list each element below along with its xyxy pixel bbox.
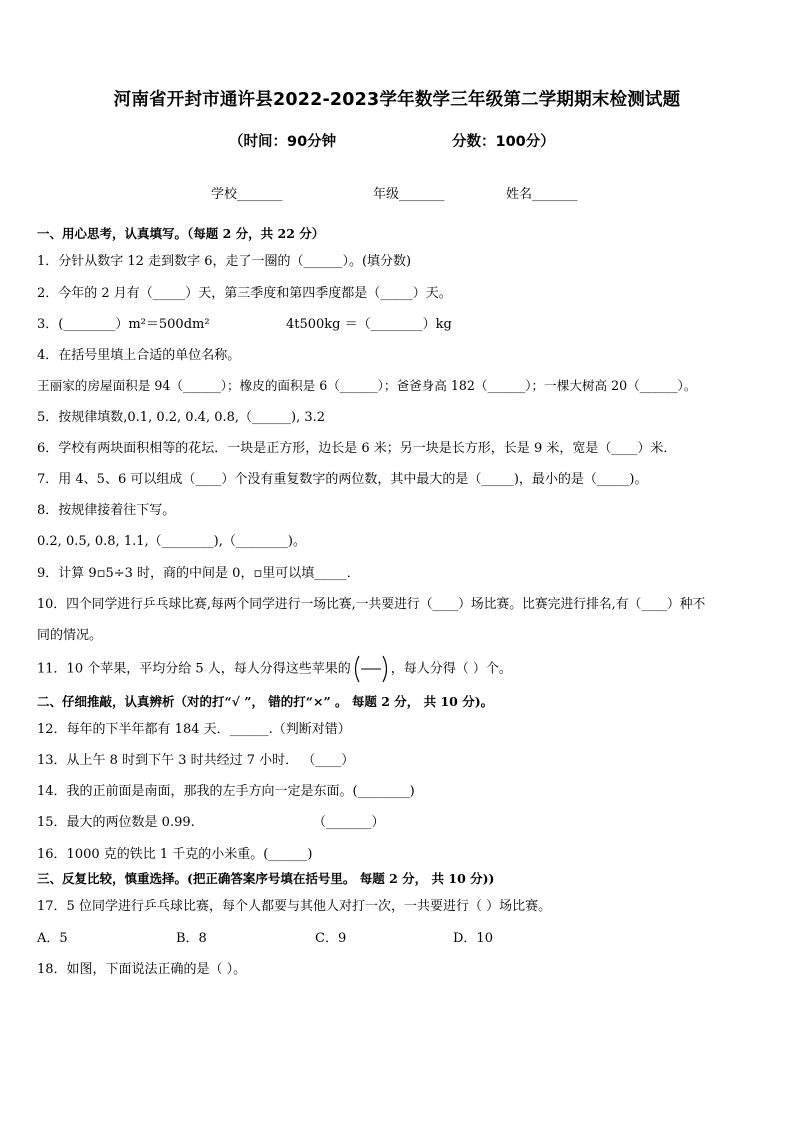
fraction-blank[interactable] [351, 654, 391, 684]
question-5: 5．按规律填数,0.1, 0.2, 0.4, 0.8,（______), 3.2 [37, 410, 326, 425]
question-18: 18．如图，下面说法正确的是（ ）。 [37, 962, 247, 977]
question-11 [37, 654, 512, 684]
question-15-blank[interactable]: （_______） [313, 815, 385, 830]
option-a[interactable]: A．5 [37, 931, 68, 946]
question-12: 12．每年的下半年都有 184 天．______.（判断对错） [37, 722, 351, 737]
question-1: 1．分针从数字 12 走到数字 6，走了一圈的（______）。(填分数) [37, 254, 412, 269]
question-10-cont: 同的情况。 [37, 628, 103, 643]
question-11-text-b: ，每人分得（ ）个。 [390, 661, 512, 677]
name-field[interactable]: 姓名_______ [506, 187, 578, 202]
section-1-heading: 一、用心思考，认真填写。（每题 2 分，共 22 分） [37, 226, 325, 241]
option-b[interactable]: B．8 [176, 931, 207, 946]
question-4: 4．在括号里填上合适的单位名称。 [37, 348, 241, 363]
question-2: 2．今年的 2 月有（_____）天，第三季度和第四季度都是（_____）天。 [37, 286, 452, 301]
option-c[interactable]: C．9 [315, 931, 347, 946]
exam-time: （时间：90分钟 [229, 134, 337, 150]
question-6: 6．学校有两块面积相等的花坛．一块是正方形，边长是 6 米；另一块是长方形，长是 9 米，宽是（____）米． [37, 441, 677, 456]
question-3a: 3．(________）m²＝500dm² [37, 317, 210, 332]
option-d[interactable]: D．10 [453, 931, 493, 946]
question-4-detail: 王丽家的房屋面积是 94（______）；橡皮的面积是 6（______）；爸爸身高 182（______）；一棵大树高 20（______）。 [37, 378, 697, 393]
section-3-heading: 三、反复比较，慎重选择。(把正确答案序号填在括号里。 每题 2 分， 共 10 分)) [37, 871, 495, 886]
question-8: 8．按规律接着往下写。 [37, 503, 176, 518]
question-3b: 4t500kg ＝（________）kg [286, 317, 452, 332]
question-17: 17．5 位同学进行乒乓球比赛，每个人都要与其他人对打一次，一共要进行（ ）场比赛。 [37, 899, 552, 914]
section-2-heading: 二、仔细推敲，认真辨析（对的打“√ ”， 错的打“×” 。 每题 2 分， 共 10 分)。 [37, 694, 494, 709]
question-8-detail: 0.2, 0.5, 0.8, 1.1,（________),（________)。 [37, 534, 306, 549]
question-9: 9．计算 9▫5÷3 时，商的中间是 0，▫里可以填_____． [37, 566, 360, 581]
page-title: 河南省开封市通许县2022-2023学年数学三年级第二学期期末检测试题 [113, 90, 681, 110]
school-field[interactable]: 学校_______ [211, 187, 283, 202]
question-10: 10．四个同学进行乒乓球比赛,每两个同学进行一场比赛,一共要进行（____）场比赛。比赛完进行排名,有（____）种不 [37, 597, 706, 612]
exam-score: 分数：100分） [452, 134, 555, 150]
question-16: 16．1000 克的铁比 1 千克的小米重。(______) [37, 847, 313, 862]
question-7: 7．用 4、5、6 可以组成（____）个没有重复数字的两位数，其中最大的是（_____)，最小的是（_____)。 [37, 472, 648, 487]
question-11-text-a: 11．10 个苹果，平均分给 5 人，每人分得这些苹果的 [37, 661, 351, 677]
grade-field[interactable]: 年级_______ [373, 187, 445, 202]
question-15: 15．最大的两位数是 0.99. [37, 815, 195, 830]
question-13: 13．从上午 8 时到下午 3 时共经过 7 小时． （____） [37, 753, 355, 768]
question-14: 14．我的正前面是南面，那我的左手方向一定是东面。(________) [37, 784, 415, 799]
